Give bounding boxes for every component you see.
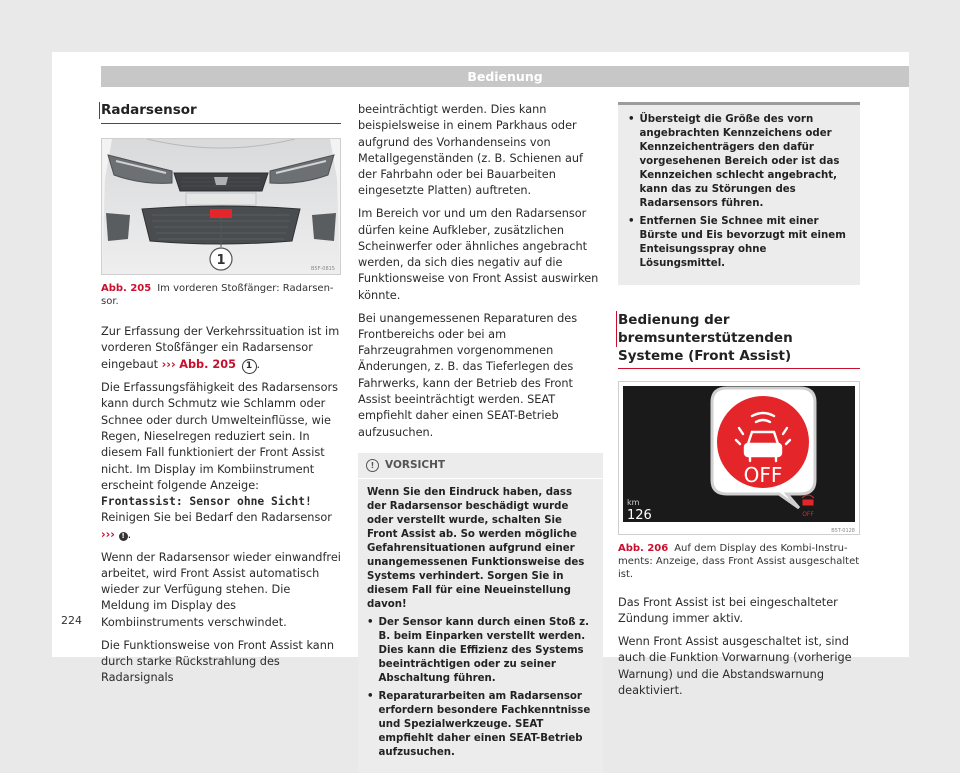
display-message: Frontassist: Sensor ohne Sicht! [101, 495, 312, 509]
reference-arrow-icon: ››› [161, 357, 176, 371]
km-label: km [627, 498, 640, 507]
reference-arrow-icon: ››› [101, 527, 115, 541]
paragraph: Das Front Assist ist bei eingeschalteter Zündung immer aktiv. [618, 596, 838, 626]
column-right [618, 102, 860, 706]
chapter-header: Bedienung [101, 66, 909, 87]
paragraph: Die Erfassungsfähigkeit des Radarsensors kann durch Schmutz wie Schlamm oder Schnee oder durch Umwelteinflüsse, wie Regen, Nieselregen reduziert sein. In diesem Fall funktioniert der Front Assist nicht. Im Display im Kombiinstrument erscheint folgende Anzeige: Frontassist: Sensor ohne Sicht! Reinigen Sie bei Bedarf den Radarsensor ››› ! . [101, 381, 339, 541]
caution-label: VORSICHT [385, 459, 446, 472]
figure-206 [618, 381, 860, 535]
figure-reference-link[interactable]: Abb. 205 [179, 357, 236, 371]
section-title-radarsensor: Radarsensor [101, 102, 341, 124]
note-bullet: • Übersteigt die Größe des vorn angebrachten Kennzeichens oder Kennzeichenträgers den dafür vorgesehenen Bereich oder ist das Kennzeichen schlecht angebracht, kann das zu Störungen des Radarsensors führen. [628, 114, 840, 209]
page-number: 224 [61, 614, 82, 627]
figure-code: B5T-0128 [831, 528, 855, 534]
warning-icon: ! [119, 532, 128, 541]
paragraph: Zur Erfassung der Verkehrssituation ist im vorderen Stoßfänger ein Radarsensor eingebaut ››› Abb. 205 1 . [101, 324, 341, 374]
figure-caption [618, 542, 860, 581]
caution-header [358, 453, 603, 479]
figure-number: Abb. 206 [618, 543, 669, 554]
instrument-display-illustration [619, 382, 859, 534]
paragraph: Wenn der Radarsensor wieder einwandfrei arbeitet, wird Front Assist automatisch wieder zur Verfügung stehen. Die Meldung im Display des Kombiinstruments verschwindet. [101, 550, 341, 629]
car-front-illustration [102, 139, 340, 274]
figure-caption-text: Auf dem Display des Kombi-Instruments: Anzeige, dass Front Assist ausgeschaltet ist. [618, 543, 860, 580]
figure-code: B5F-0815 [310, 266, 335, 272]
paragraph: Die Funktionsweise von Front Assist kann durch starke Rückstrahlung des Radarsignals [101, 638, 335, 685]
caution-intro: Wenn Sie den Eindruck haben, dass der Radarsensor beschädigt wurde oder verstellt wurde, schalten Sie Front Assist ab. So werden mögliche Gefahrensituationen aufgrund einer unangemessenen Funktionsweise des Systems verhindert. Sorgen Sie in diesem Fall für eine Neueinstellung davon! [367, 486, 585, 610]
info-circle-icon: ! [366, 459, 379, 472]
callout-number: 1 [242, 359, 257, 374]
paragraph: beeinträchtigt werden. Dies kann beispielsweise in einem Parkhaus oder aufgrund des Vorhandenseins von Metallgegenständen (z. B. Schienen auf der Fahrbahn oder bei Bauarbeiten eingesetzte Platten) auftreten. [358, 103, 583, 198]
caution-box [358, 453, 603, 773]
figure-callout-number: 1 [216, 253, 226, 268]
figure-205 [101, 138, 341, 275]
caution-bullet: • Reparaturarbeiten am Radarsensor erfordern besondere Fachkenntnisse und Spezialwerkzeuge. SEAT empfiehlt daher einen SEAT-Betrieb aufzusuchen. [367, 690, 591, 758]
off-label-large: OFF [743, 463, 783, 487]
note-box [618, 102, 860, 285]
paragraph: Im Bereich vor und um den Radarsensor dürfen keine Aufkleber, zusätzlichen Scheinwerfer oder ähnliches angebracht werden, da sich dies negativ auf die Funktionsweise von Front Assist auswirken könnte. [358, 207, 599, 302]
paragraph: Wenn Front Assist ausgeschaltet ist, sind auch die Funktion Vorwarnung (vorherige Warnung) und die Abstandswarnung deaktiviert. [618, 635, 852, 697]
figure-number: Abb. 205 [101, 283, 152, 294]
column-middle [358, 102, 603, 773]
manual-page [52, 52, 909, 758]
km-value: 126 [627, 508, 652, 523]
figure-caption [101, 282, 341, 308]
section-title-front-assist: Bedienung der bremsunterstützenden Systeme (Front Assist) [618, 311, 860, 369]
caution-bullet: • Der Sensor kann durch einen Stoß z. B. beim Einparken verstellt werden. Dies kann die Effizienz des Systems beeinträchtigen oder zu seiner Abschaltung führen. [367, 616, 589, 684]
note-bullet: • Entfernen Sie Schnee mit einer Bürste und Eis bevorzugt mit einem Enteisungsspray ohne Lösungsmittel. [628, 216, 846, 269]
paragraph: Bei unangemessenen Reparaturen des Frontbereichs oder bei am Fahrzeugrahmen vorgenommenen Änderungen, z. B. das Tieferlegen des Fahrwerks, kann der Betrieb des Front Assist beeinträchtigt werden. SEAT empfiehlt daher einen SEAT-Betrieb aufzusuchen. [358, 311, 578, 439]
caution-body [358, 479, 603, 773]
figure-caption-text: Im vorderen Stoßfänger: Radarsensor. [101, 283, 334, 307]
off-label-small: OFF [802, 511, 814, 518]
column-left [101, 102, 341, 693]
